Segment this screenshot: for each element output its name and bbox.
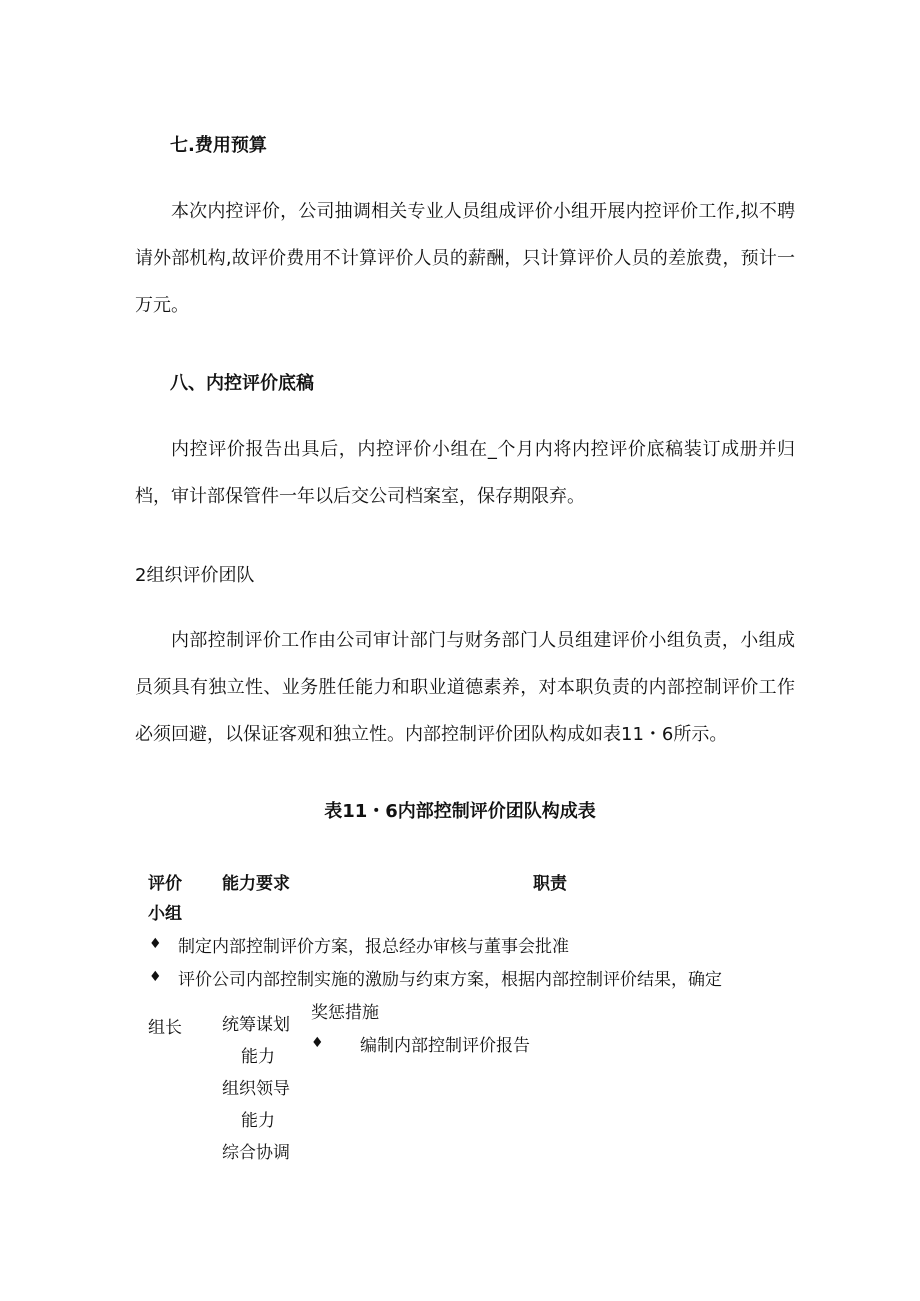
section-heading-team: 2组织评价团队 <box>135 565 255 586</box>
header-ability: 能力要求 <box>222 874 290 894</box>
paragraph-team: 内部控制评价工作由公司审计部门与财务部门人员组建评价小组负责，小组成员须具有独立性、业务胜任能力和职业道德素养，对本职负责的内部控制评价工作必须回避，以保证客观和独立性。内部控制评价团队构成如表11・6所示。 <box>135 630 795 745</box>
ability-line: 能力 <box>241 1111 275 1131</box>
header-group-line1: 评价 <box>148 874 182 894</box>
duty-item: 评价公司内部控制实施的激励与约束方案，根据内部控制评价结果，确定 <box>178 970 722 990</box>
ability-line: 统筹谋划 <box>222 1015 290 1035</box>
bullet-icon: ♦ <box>149 969 162 985</box>
ability-line: 组织领导 <box>222 1079 290 1099</box>
header-duty: 职责 <box>533 874 567 894</box>
section-heading-budget: 七.费用预算 <box>170 135 267 156</box>
table-caption: 表11・6内部控制评价团队构成表 <box>324 801 596 822</box>
bullet-icon: ♦ <box>149 936 162 952</box>
ability-line: 能力 <box>241 1047 275 1067</box>
bullet-icon: ♦ <box>311 1035 324 1051</box>
duty-item-continued: 奖惩措施 <box>311 1003 379 1023</box>
duty-item: 编制内部控制评价报告 <box>360 1036 530 1056</box>
paragraph-budget: 本次内控评价，公司抽调相关专业人员组成评价小组开展内控评价工作,拟不聘请外部机构,故评价费用不计算评价人员的薪酬，只计算评价人员的差旅费，预计一万元。 <box>135 201 795 316</box>
duty-item: 制定内部控制评价方案，报总经办审核与董事会批准 <box>178 937 569 957</box>
paragraph-workpapers: 内控评价报告出具后，内控评价小组在_个月内将内控评价底稿装订成册并归档，审计部保管件一年以后交公司档案室，保存期限弃。 <box>135 439 795 507</box>
header-group-line2: 小组 <box>148 904 182 924</box>
ability-line: 综合协调 <box>222 1143 290 1163</box>
section-heading-workpapers: 八、内控评价底稿 <box>170 373 314 394</box>
group-name: 组长 <box>148 1018 182 1038</box>
